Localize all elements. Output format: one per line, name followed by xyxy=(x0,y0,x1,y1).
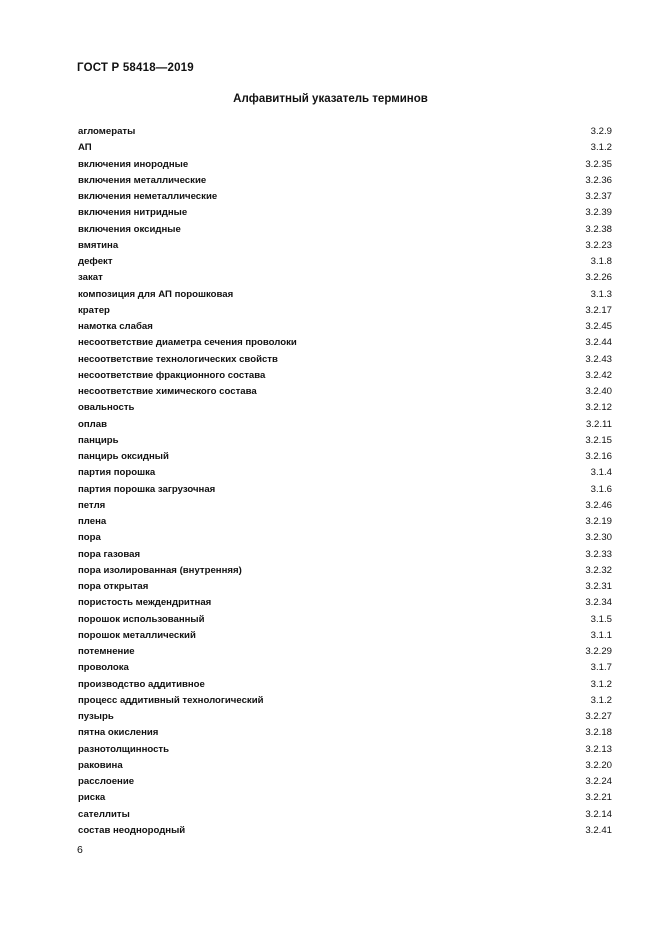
term-name: вмятина xyxy=(78,239,119,251)
term-reference: 3.2.11 xyxy=(586,418,612,430)
page-number: 6 xyxy=(77,844,83,856)
term-reference: 3.1.6 xyxy=(590,483,612,495)
term-reference: 3.1.5 xyxy=(590,613,612,625)
index-entry xyxy=(78,774,612,790)
term-name: производство аддитивное xyxy=(78,678,205,690)
term-name: пора открытая xyxy=(78,581,149,592)
index-entry xyxy=(78,677,612,693)
term-name: несоответствие химического состава xyxy=(78,386,257,397)
term-name: пора газовая xyxy=(78,548,141,560)
term-name: разнотолщинность xyxy=(78,743,170,755)
index-entry xyxy=(78,579,612,595)
index-entry xyxy=(78,612,612,628)
term-reference: 3.2.31 xyxy=(585,581,612,592)
term-reference: 3.2.26 xyxy=(585,272,612,284)
index-entry xyxy=(78,287,612,303)
term-reference: 3.1.2 xyxy=(590,678,612,690)
term-reference: 3.2.42 xyxy=(585,369,612,381)
term-name: агломераты xyxy=(78,126,136,137)
index-entry xyxy=(78,547,612,563)
index-entry xyxy=(78,758,612,774)
index-entry xyxy=(78,595,612,611)
term-reference: 3.2.46 xyxy=(585,499,612,511)
term-reference: 3.2.15 xyxy=(585,434,612,446)
term-reference: 3.1.4 xyxy=(590,467,612,479)
term-reference: 3.2.13 xyxy=(585,743,612,755)
term-name: порошок металлический xyxy=(78,629,196,641)
term-name: состав неоднородный xyxy=(78,824,186,836)
term-name: несоответствие технологических свойств xyxy=(78,353,278,365)
term-name: овальность xyxy=(78,402,135,414)
term-name: петля xyxy=(78,499,106,511)
term-reference: 3.2.45 xyxy=(585,321,612,332)
term-reference: 3.2.14 xyxy=(585,808,612,820)
term-name: включения неметаллические xyxy=(78,191,218,202)
term-index-list xyxy=(78,124,612,839)
term-reference: 3.2.32 xyxy=(585,564,612,576)
term-name: пора изолированная (внутренняя) xyxy=(78,564,242,576)
term-reference: 3.2.39 xyxy=(585,207,612,219)
term-name: партия порошка загрузочная xyxy=(78,483,216,495)
index-entry xyxy=(78,319,612,335)
index-entry xyxy=(78,124,612,140)
term-reference: 3.1.2 xyxy=(590,142,612,154)
index-entry xyxy=(78,807,612,823)
index-entry xyxy=(78,433,612,449)
index-entry xyxy=(78,189,612,205)
term-reference: 3.2.30 xyxy=(585,532,612,544)
term-name: пятна окисления xyxy=(78,727,159,739)
term-name: пора xyxy=(78,532,101,544)
index-entry xyxy=(78,628,612,644)
term-reference: 3.1.7 xyxy=(590,662,612,674)
index-entry xyxy=(78,823,612,839)
index-entry xyxy=(78,400,612,416)
index-title: Алфавитный указатель терминов xyxy=(233,93,428,105)
index-entry xyxy=(78,222,612,238)
term-reference: 3.1.1 xyxy=(590,629,612,641)
term-reference: 3.2.23 xyxy=(585,239,612,251)
index-entry xyxy=(78,417,612,433)
term-name: пузырь xyxy=(78,711,114,722)
term-reference: 3.2.44 xyxy=(585,337,612,349)
term-name: раковина xyxy=(78,759,123,771)
term-reference: 3.2.35 xyxy=(585,158,612,170)
index-entry xyxy=(78,173,612,189)
index-entry xyxy=(78,140,612,156)
index-entry xyxy=(78,352,612,368)
term-name: композиция для АП порошковая xyxy=(78,288,234,300)
index-entry xyxy=(78,157,612,173)
index-entry xyxy=(78,709,612,725)
term-reference: 3.2.43 xyxy=(585,353,612,365)
term-name: панцирь xyxy=(78,434,119,446)
term-name: плена xyxy=(78,516,107,527)
term-reference: 3.1.2 xyxy=(590,694,612,706)
term-reference: 3.2.19 xyxy=(585,516,612,527)
index-entry xyxy=(78,270,612,286)
term-name: кратер xyxy=(78,304,110,316)
term-name: несоответствие фракционного состава xyxy=(78,369,266,381)
index-entry xyxy=(78,238,612,254)
term-name: включения инородные xyxy=(78,158,189,170)
index-entry xyxy=(78,303,612,319)
index-entry xyxy=(78,514,612,530)
term-reference: 3.2.40 xyxy=(585,386,612,397)
term-name: порошок использованный xyxy=(78,613,205,625)
term-name: намотка слабая xyxy=(78,321,153,332)
term-reference: 3.2.33 xyxy=(585,548,612,560)
term-name: расслоение xyxy=(78,776,135,787)
index-entry xyxy=(78,384,612,400)
index-entry xyxy=(78,482,612,498)
term-reference: 3.2.17 xyxy=(585,304,612,316)
index-entry xyxy=(78,563,612,579)
index-entry xyxy=(78,644,612,660)
term-reference: 3.2.34 xyxy=(585,597,612,609)
index-entry xyxy=(78,498,612,514)
term-reference: 3.2.18 xyxy=(585,727,612,739)
term-name: включения оксидные xyxy=(78,223,181,235)
term-name: оплав xyxy=(78,418,107,430)
index-entry xyxy=(78,725,612,741)
index-entry xyxy=(78,660,612,676)
index-entry xyxy=(78,465,612,481)
term-name: дефект xyxy=(78,256,113,267)
index-entry xyxy=(78,449,612,465)
term-reference: 3.1.3 xyxy=(590,288,612,300)
index-entry xyxy=(78,254,612,270)
document-code: ГОСТ Р 58418—2019 xyxy=(77,62,194,74)
index-entry xyxy=(78,693,612,709)
term-reference: 3.2.20 xyxy=(585,759,612,771)
index-entry xyxy=(78,530,612,546)
term-name: панцирь оксидный xyxy=(78,451,169,462)
term-name: сателлиты xyxy=(78,808,130,820)
term-reference: 3.2.16 xyxy=(585,451,612,462)
term-name: риска xyxy=(78,792,106,804)
term-reference: 3.2.38 xyxy=(585,223,612,235)
term-name: пористость междендритная xyxy=(78,597,212,609)
index-entry xyxy=(78,790,612,806)
term-reference: 3.2.27 xyxy=(585,711,612,722)
term-reference: 3.2.29 xyxy=(585,646,612,657)
term-name: проволока xyxy=(78,662,129,674)
index-entry xyxy=(78,205,612,221)
term-reference: 3.2.24 xyxy=(585,776,612,787)
term-reference: 3.2.21 xyxy=(585,792,612,804)
term-reference: 3.2.37 xyxy=(585,191,612,202)
term-name: включения металлические xyxy=(78,174,207,186)
term-name: закат xyxy=(78,272,103,284)
term-name: партия порошка xyxy=(78,467,156,479)
term-reference: 3.2.9 xyxy=(590,126,612,137)
term-reference: 3.2.36 xyxy=(585,174,612,186)
term-name: потемнение xyxy=(78,646,135,657)
index-entry xyxy=(78,368,612,384)
term-name: процесс аддитивный технологический xyxy=(78,694,264,706)
term-name: АП xyxy=(78,142,92,154)
term-reference: 3.2.12 xyxy=(585,402,612,414)
index-entry xyxy=(78,742,612,758)
index-entry xyxy=(78,335,612,351)
term-reference: 3.2.41 xyxy=(585,824,612,836)
term-reference: 3.1.8 xyxy=(590,256,612,267)
term-name: включения нитридные xyxy=(78,207,188,219)
term-name: несоответствие диаметра сечения проволоки xyxy=(78,337,297,349)
